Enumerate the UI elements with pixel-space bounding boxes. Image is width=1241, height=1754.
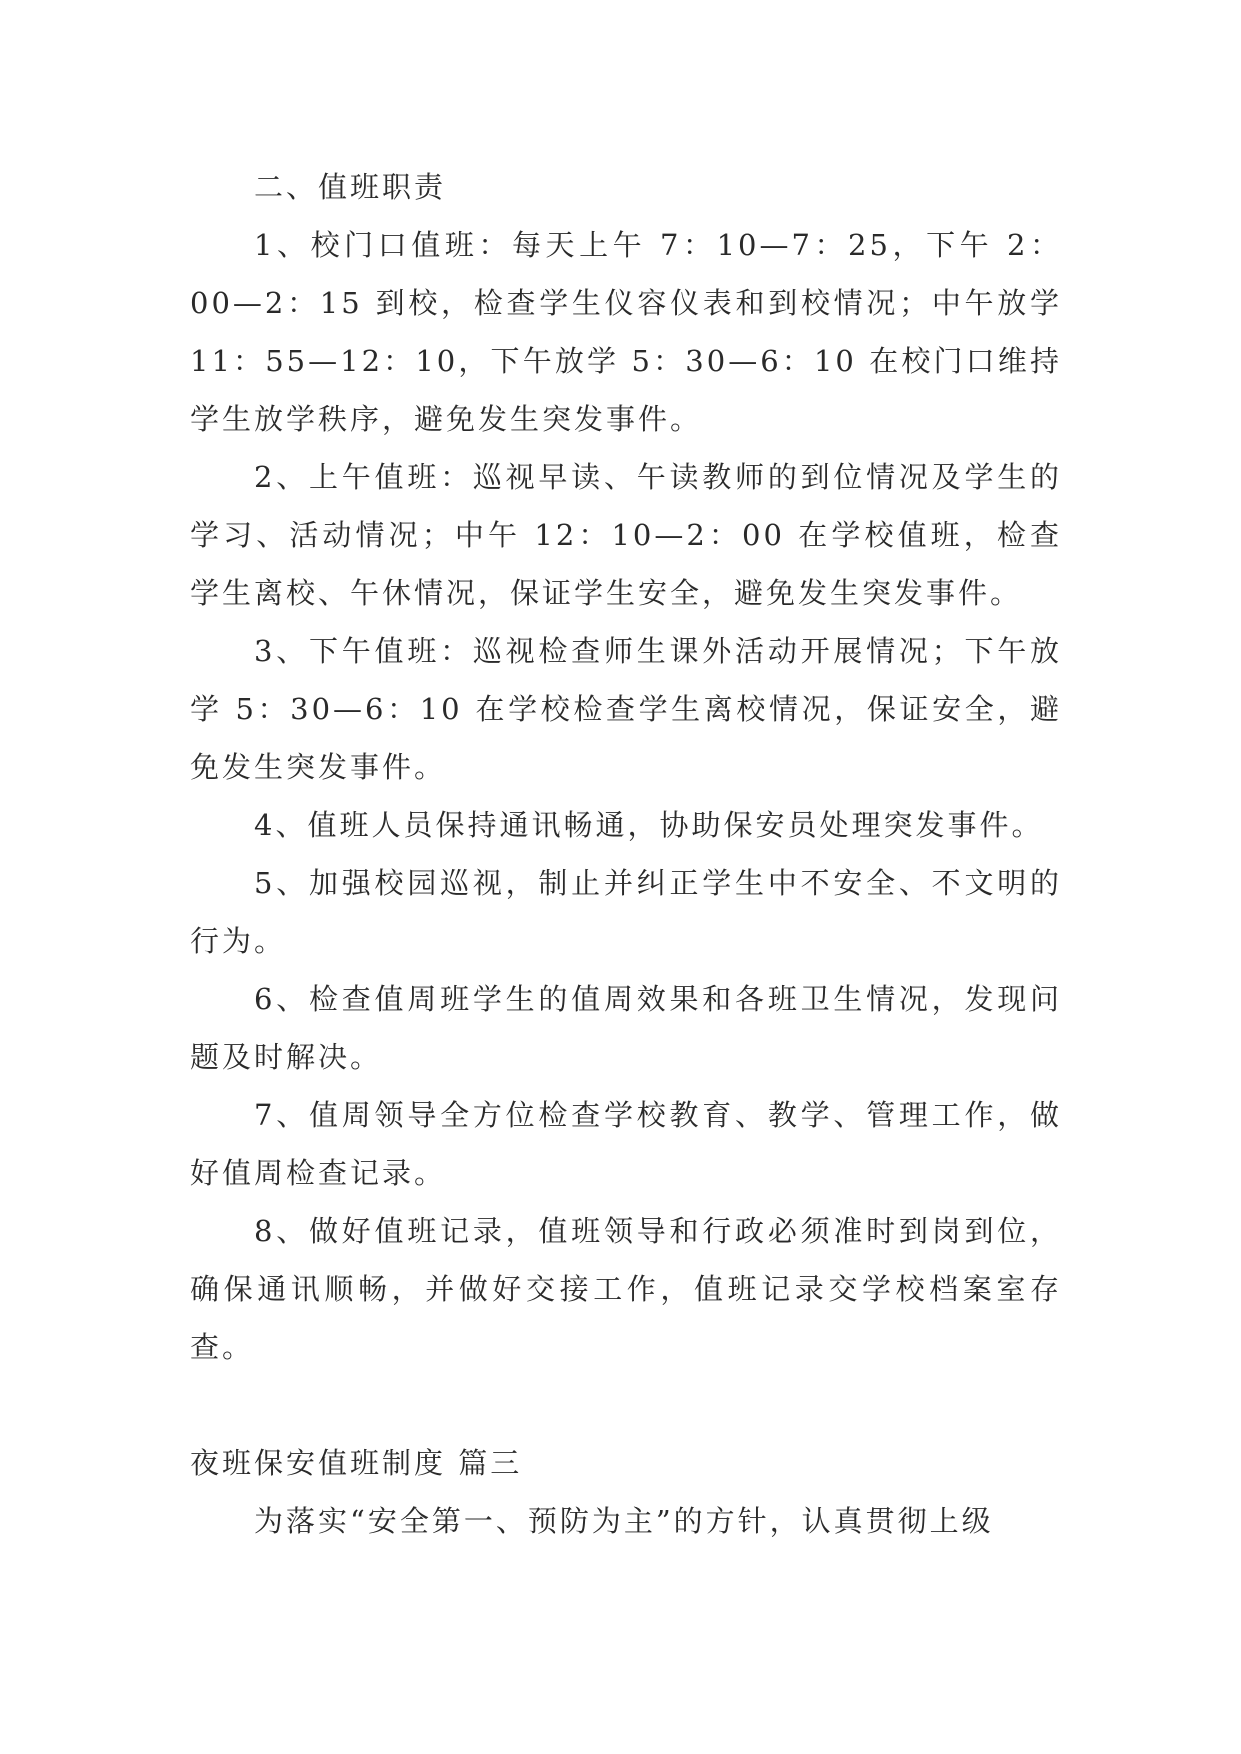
duty-item-3: 3、下午值班：巡视检查师生课外活动开展情况；下午放学 5：30—6：10 在学校检查学生离校情况，保证安全，避免发生突发事件。 [190,634,1062,784]
duty-item-1: 1、校门口值班：每天上午 7：10—7：25，下午 2：00—2：15 到校，检查学生仪容仪表和到校情况；中午放学 11：55—12：10，下午放学 5：30—6：10 在校门口维持学生放学秩序，避免发生突发事件。 [190,228,1062,436]
section-gap [190,1376,1062,1434]
next-section-title: 夜班保安值班制度 篇三 [190,1446,523,1480]
duty-item-2: 2、上午值班：巡视早读、午读教师的到位情况及学生的学习、活动情况；中午 12：10—2：00 在学校值班，检查学生离校、午休情况，保证学生安全，避免发生突发事件。 [190,460,1062,610]
duty-item-6: 6、检查值周班学生的值周效果和各班卫生情况，发现问题及时解决。 [190,982,1062,1074]
duty-item-5: 5、加强校园巡视，制止并纠正学生中不安全、不文明的行为。 [190,866,1062,958]
document-body [190,158,1062,1550]
duty-item-4: 4、值班人员保持通讯畅通，协助保安员处理突发事件。 [254,808,1044,842]
duty-item-7: 7、值周领导全方位检查学校教育、教学、管理工作，做好值周检查记录。 [190,1098,1062,1190]
next-section-intro: 为落实“安全第一、预防为主”的方针，认真贯彻上级 [254,1504,994,1538]
section-heading: 二、值班职责 [254,170,447,204]
duty-item-8: 8、做好值班记录，值班领导和行政必须准时到岗到位，确保通讯顺畅，并做好交接工作，值班记录交学校档案室存查。 [190,1214,1062,1364]
